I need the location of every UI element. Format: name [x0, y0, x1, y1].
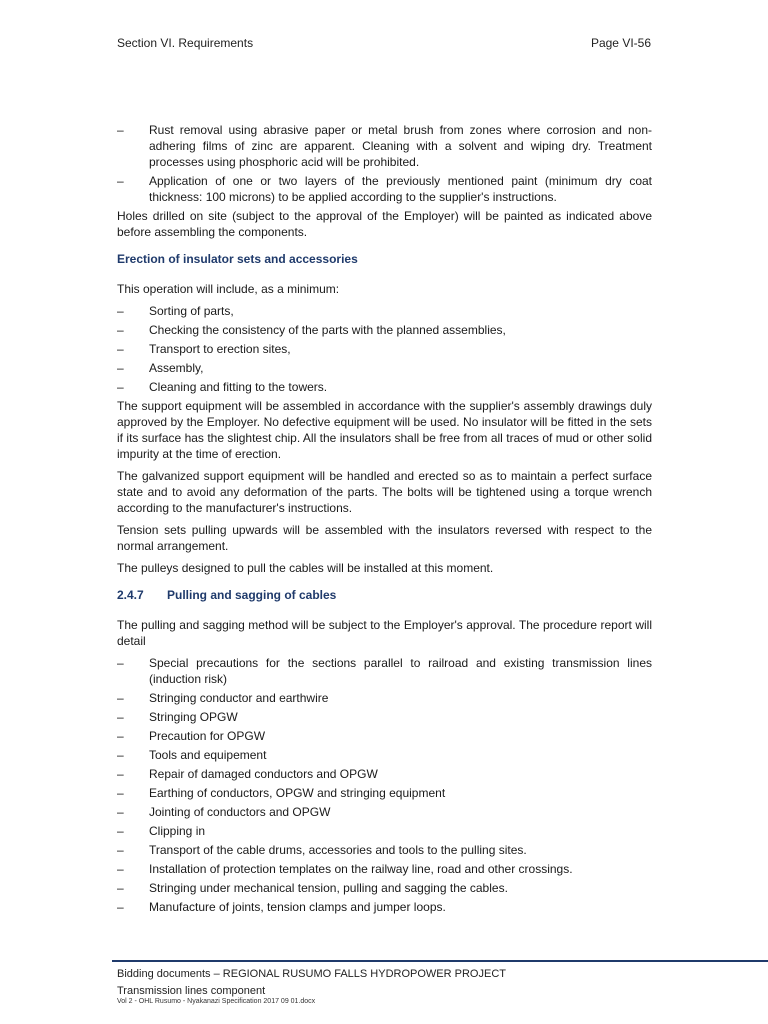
dash-bullet: –	[117, 729, 124, 743]
dash-bullet: –	[117, 691, 124, 705]
paragraph-pulleys: The pulleys designed to pull the cables will be installed at this moment.	[117, 561, 494, 575]
paragraph-pulling: The pulling and sagging method will be subject to the Employer's approval. The procedure report will detail	[117, 618, 652, 648]
list-item: – Stringing OPGW	[117, 710, 238, 724]
dash-bullet: –	[117, 380, 124, 394]
dash-bullet: –	[117, 805, 124, 819]
list-item: – Transport to erection sites,	[117, 342, 291, 356]
list-item: – Special precautions for the sections parallel to railroad and existing transmission lines (induction risk)	[117, 656, 652, 686]
list-item: – Stringing conductor and earthwire	[117, 691, 329, 705]
paragraph-holes: Holes drilled on site (subject to the approval of the Employer) will be painted as indicated above before assembling the components.	[117, 209, 652, 239]
list-item: – Jointing of conductors and OPGW	[117, 805, 331, 819]
dash-bullet: –	[117, 881, 124, 895]
list-item: – Sorting of parts,	[117, 304, 234, 318]
dash-bullet: –	[117, 710, 124, 724]
list-item: – Application of one or two layers of the previously mentioned paint (minimum dry coat thickness: 100 microns) to be applied according to the supplier's instructions.	[117, 174, 652, 204]
heading-erection: Erection of insulator sets and accessories	[117, 252, 358, 266]
paragraph-tension: Tension sets pulling upwards will be assembled with the insulators reversed with respect to the normal arrangement.	[117, 523, 652, 553]
section-heading	[117, 587, 652, 603]
bullet-list-procedure	[117, 655, 652, 915]
list-item: – Transport of the cable drums, accessories and tools to the pulling sites.	[117, 843, 527, 857]
header-section-title: Section VI. Requirements	[117, 36, 254, 50]
header-page-number: Page VI-56	[590, 36, 651, 50]
list-item: – Earthing of conductors, OPGW and stringing equipment	[117, 786, 446, 800]
document-body	[117, 122, 652, 918]
dash-bullet: –	[117, 304, 124, 318]
list-item: – Tools and equipement	[117, 748, 267, 762]
paragraph-support: The support equipment will be assembled in accordance with the supplier's assembly drawings duly approved by the Employer. No defective equipment will be used. No insulator will be fitted in the sets if its surface has the slightest chip. All the insulators shall be free from all traces of mud or other solid impurity at the time of erection.	[117, 399, 652, 461]
footer-component: Transmission lines component	[117, 985, 266, 997]
list-item: – Precaution for OPGW	[117, 729, 266, 743]
paragraph-galvanized: The galvanized support equipment will be handled and erected so as to maintain a perfect surface state and to avoid any deformation of the parts. The bolts will be tightened using a torque wrench according to the manufacturer's instructions.	[117, 469, 652, 515]
dash-bullet: –	[117, 656, 124, 670]
list-item: – Cleaning and fitting to the towers.	[117, 380, 328, 394]
dash-bullet: –	[117, 748, 124, 762]
list-item: – Installation of protection templates on the railway line, road and other crossings.	[117, 862, 573, 876]
list-item: – Checking the consistency of the parts with the planned assemblies,	[117, 323, 506, 337]
dash-bullet: –	[117, 786, 124, 800]
dash-bullet: –	[117, 824, 124, 838]
section-number: 2.4.7	[117, 588, 144, 602]
list-item: – Stringing under mechanical tension, pulling and sagging the cables.	[117, 881, 508, 895]
list-item: – Repair of damaged conductors and OPGW	[117, 767, 378, 781]
list-item: – Assembly,	[117, 361, 204, 375]
dash-bullet: –	[117, 174, 124, 188]
bullet-list-operations	[117, 303, 652, 395]
bullet-list-treatment	[117, 122, 652, 205]
list-item: – Clipping in	[117, 824, 206, 838]
dash-bullet: –	[117, 323, 124, 337]
section-title: Pulling and sagging of cables	[167, 588, 337, 602]
footer-bidding-documents: Bidding documents – REGIONAL RUSUMO FALLS HYDROPOWER PROJECT	[117, 968, 506, 980]
dash-bullet: –	[117, 123, 124, 137]
footer-filename: Vol 2 - OHL Rusumo - Nyakanazi Specification 2017 09 01.docx	[117, 998, 316, 1005]
dash-bullet: –	[117, 767, 124, 781]
dash-bullet: –	[117, 361, 124, 375]
paragraph-operation: This operation will include, as a minimum:	[117, 282, 340, 296]
dash-bullet: –	[117, 843, 124, 857]
list-item: – Rust removal using abrasive paper or metal brush from zones where corrosion and non-adhering films of zinc are apparent. Cleaning with a solvent and wiping dry. Treatment processes using phosphoric acid will be prohibited.	[117, 123, 652, 169]
list-item: – Manufacture of joints, tension clamps and jumper loops.	[117, 900, 446, 914]
footer-divider	[112, 960, 768, 962]
dash-bullet: –	[117, 900, 124, 914]
dash-bullet: –	[117, 862, 124, 876]
dash-bullet: –	[117, 342, 124, 356]
